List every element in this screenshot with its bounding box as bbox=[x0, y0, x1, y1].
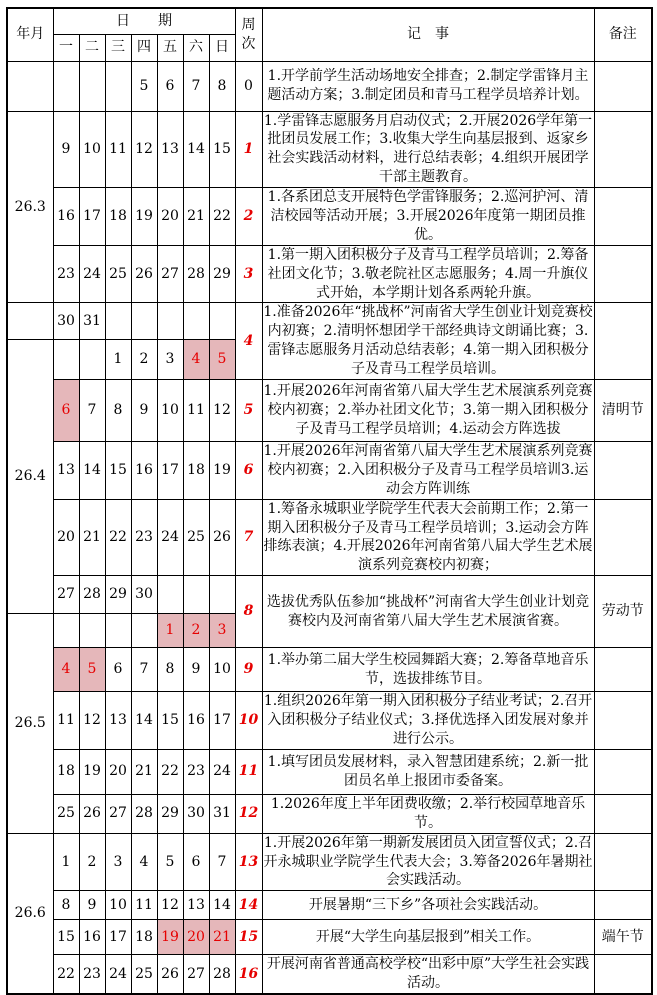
date-cell bbox=[209, 303, 235, 340]
calendar-row bbox=[7, 576, 652, 614]
date-cell bbox=[131, 614, 157, 648]
date-cell: 3 bbox=[105, 833, 131, 891]
calendar-row bbox=[7, 920, 652, 955]
header-year-month: 年月 bbox=[7, 8, 53, 61]
date-cell: 30 bbox=[183, 794, 209, 833]
year-month-cell: 26.3 bbox=[7, 111, 53, 303]
date-cell: 29 bbox=[105, 576, 131, 614]
date-cell: 13 bbox=[157, 111, 183, 188]
date-cell: 21 bbox=[131, 749, 157, 794]
date-cell: 26 bbox=[157, 955, 183, 994]
date-cell: 5 bbox=[157, 833, 183, 891]
date-cell: 9 bbox=[53, 111, 79, 188]
date-cell: 20 bbox=[53, 499, 79, 576]
week-number-cell: 12 bbox=[235, 794, 262, 833]
calendar-row bbox=[7, 441, 652, 499]
date-cell: 20 bbox=[105, 749, 131, 794]
date-cell-holiday: 3 bbox=[209, 614, 235, 648]
date-cell: 19 bbox=[79, 749, 105, 794]
remark-cell bbox=[594, 955, 652, 994]
date-cell: 13 bbox=[105, 692, 131, 750]
notes-cell: 1.开学前学生活动场地安全排查；2.制定学雷锋月主题活动方案；3.制定团员和青马工程学员培养计划。 bbox=[262, 61, 594, 111]
date-cell: 29 bbox=[157, 794, 183, 833]
date-cell: 12 bbox=[79, 692, 105, 750]
date-cell-holiday: 21 bbox=[209, 920, 235, 955]
header-day-mon: 一 bbox=[53, 34, 79, 61]
date-cell: 12 bbox=[209, 379, 235, 441]
date-cell: 16 bbox=[131, 441, 157, 499]
notes-cell: 1.学雷锋志愿服务月启动仪式；2.开展2026学年第一批团员发展工作；3.收集大学生向基层报到、返家乡社会实践活动材料，进行总结表彰；4.组织开展团学干部主题教育。 bbox=[262, 111, 594, 188]
date-cell bbox=[79, 340, 105, 380]
notes-cell: 1.第一期入团积极分子及青马工程学员培训；2.筹备社团文化节；3.敬老院社区志愿服务；4.周一升旗仪式开始，本学期计划各系两轮升旗。 bbox=[262, 245, 594, 303]
date-cell: 23 bbox=[53, 245, 79, 303]
notes-cell: 1.举办第二届大学生校园舞蹈大赛；2.筹备草地音乐节，选拔排练节目。 bbox=[262, 648, 594, 692]
date-cell: 30 bbox=[53, 303, 79, 340]
date-cell: 9 bbox=[79, 891, 105, 920]
date-cell: 31 bbox=[79, 303, 105, 340]
date-cell-holiday: 5 bbox=[79, 648, 105, 692]
remark-cell bbox=[594, 692, 652, 750]
week-number-cell: 0 bbox=[235, 61, 262, 111]
header-day-fri: 五 bbox=[157, 34, 183, 61]
week-number-cell: 11 bbox=[235, 749, 262, 794]
date-cell: 25 bbox=[53, 794, 79, 833]
date-cell: 10 bbox=[105, 891, 131, 920]
remark-cell: 清明节 bbox=[594, 379, 652, 441]
date-cell: 15 bbox=[105, 441, 131, 499]
calendar-row bbox=[7, 499, 652, 576]
date-cell: 16 bbox=[79, 920, 105, 955]
remark-cell bbox=[594, 245, 652, 303]
notes-cell: 1.组织2026年第一期入团积极分子结业考试；2.召开入团积极分子结业仪式；3.择优选择入团发展对象并进行公示。 bbox=[262, 692, 594, 750]
notes-cell: 1.开展2026年河南省第八届大学生艺术展演系列竞赛校内初赛；2.举办社团文化节；3.第一期入团积极分子及青马工程学员培训；4.运动会方阵选拔 bbox=[262, 379, 594, 441]
calendar-row bbox=[7, 749, 652, 794]
date-cell: 2 bbox=[131, 340, 157, 380]
year-month-cell: 26.4 bbox=[7, 340, 53, 614]
date-cell: 17 bbox=[79, 188, 105, 246]
calendar-row bbox=[7, 692, 652, 750]
remark-cell bbox=[594, 303, 652, 380]
calendar-row bbox=[7, 188, 652, 246]
date-cell bbox=[79, 61, 105, 111]
calendar-row bbox=[7, 111, 652, 188]
date-cell: 7 bbox=[79, 379, 105, 441]
date-cell: 19 bbox=[209, 441, 235, 499]
week-number-cell: 6 bbox=[235, 441, 262, 499]
date-cell: 14 bbox=[131, 692, 157, 750]
date-cell: 1 bbox=[105, 340, 131, 380]
date-cell bbox=[183, 576, 209, 614]
date-cell: 28 bbox=[131, 794, 157, 833]
notes-cell: 开展暑期“三下乡”各项社会实践活动。 bbox=[262, 891, 594, 920]
remark-cell bbox=[594, 749, 652, 794]
date-cell: 14 bbox=[79, 441, 105, 499]
header-day-wed: 三 bbox=[105, 34, 131, 61]
remark-cell: 劳动节 bbox=[594, 576, 652, 648]
date-cell: 26 bbox=[79, 794, 105, 833]
date-cell: 15 bbox=[53, 920, 79, 955]
date-cell: 6 bbox=[183, 833, 209, 891]
year-month-cell bbox=[7, 303, 53, 340]
calendar-body bbox=[7, 61, 652, 994]
header-week-number: 周次 bbox=[235, 8, 262, 61]
calendar-row bbox=[7, 891, 652, 920]
week-number-cell: 4 bbox=[235, 303, 262, 380]
date-cell: 28 bbox=[183, 245, 209, 303]
date-cell: 23 bbox=[131, 499, 157, 576]
date-cell: 27 bbox=[157, 245, 183, 303]
date-cell: 17 bbox=[157, 441, 183, 499]
date-cell bbox=[53, 340, 79, 380]
remark-cell bbox=[594, 441, 652, 499]
remark-cell bbox=[594, 188, 652, 246]
date-cell: 22 bbox=[105, 499, 131, 576]
date-cell: 18 bbox=[53, 749, 79, 794]
week-number-cell: 3 bbox=[235, 245, 262, 303]
calendar-table bbox=[6, 7, 653, 995]
week-number-cell: 13 bbox=[235, 833, 262, 891]
header-day-tue: 二 bbox=[79, 34, 105, 61]
notes-cell: 开展河南省普通高校学校“出彩中原”大学生社会实践活动。 bbox=[262, 955, 594, 994]
calendar-row bbox=[7, 303, 652, 340]
date-cell bbox=[105, 61, 131, 111]
date-cell-holiday: 5 bbox=[209, 340, 235, 380]
date-cell: 29 bbox=[209, 245, 235, 303]
header-notes: 记事 bbox=[262, 8, 594, 61]
year-month-cell bbox=[7, 61, 53, 111]
date-cell-holiday: 19 bbox=[157, 920, 183, 955]
date-cell: 12 bbox=[131, 111, 157, 188]
date-cell: 17 bbox=[105, 920, 131, 955]
header-remark: 备注 bbox=[594, 8, 652, 61]
date-cell: 24 bbox=[79, 245, 105, 303]
date-cell: 24 bbox=[157, 499, 183, 576]
date-cell: 19 bbox=[131, 188, 157, 246]
date-cell: 17 bbox=[209, 692, 235, 750]
date-cell: 18 bbox=[183, 441, 209, 499]
date-cell: 10 bbox=[79, 111, 105, 188]
date-cell: 7 bbox=[183, 61, 209, 111]
week-number-cell: 2 bbox=[235, 188, 262, 246]
date-cell: 22 bbox=[157, 749, 183, 794]
calendar-header bbox=[7, 8, 652, 61]
date-cell bbox=[183, 303, 209, 340]
notes-cell: 开展“大学生向基层报到”相关工作。 bbox=[262, 920, 594, 955]
date-cell bbox=[157, 303, 183, 340]
calendar-row bbox=[7, 833, 652, 891]
date-cell-holiday: 20 bbox=[183, 920, 209, 955]
calendar-row bbox=[7, 794, 652, 833]
remark-cell bbox=[594, 794, 652, 833]
calendar-row bbox=[7, 245, 652, 303]
date-cell: 31 bbox=[209, 794, 235, 833]
date-cell: 23 bbox=[79, 955, 105, 994]
date-cell: 27 bbox=[183, 955, 209, 994]
date-cell: 5 bbox=[131, 61, 157, 111]
date-cell: 14 bbox=[183, 111, 209, 188]
date-cell: 13 bbox=[53, 441, 79, 499]
date-cell: 1 bbox=[53, 833, 79, 891]
date-cell: 11 bbox=[105, 111, 131, 188]
date-cell: 16 bbox=[183, 692, 209, 750]
date-cell: 8 bbox=[209, 61, 235, 111]
date-cell: 21 bbox=[183, 188, 209, 246]
date-cell: 4 bbox=[131, 833, 157, 891]
header-date-group: 日期 bbox=[53, 8, 235, 34]
date-cell-holiday: 4 bbox=[53, 648, 79, 692]
date-cell: 18 bbox=[131, 920, 157, 955]
date-cell-holiday: 2 bbox=[183, 614, 209, 648]
remark-cell bbox=[594, 891, 652, 920]
remark-cell bbox=[594, 111, 652, 188]
date-cell: 9 bbox=[183, 648, 209, 692]
date-cell: 13 bbox=[183, 891, 209, 920]
date-cell bbox=[157, 576, 183, 614]
date-cell-holiday: 6 bbox=[53, 379, 79, 441]
date-cell: 27 bbox=[105, 794, 131, 833]
date-cell: 12 bbox=[157, 891, 183, 920]
date-cell: 22 bbox=[53, 955, 79, 994]
week-number-cell: 5 bbox=[235, 379, 262, 441]
week-number-cell: 14 bbox=[235, 891, 262, 920]
date-cell bbox=[79, 614, 105, 648]
week-number-cell: 10 bbox=[235, 692, 262, 750]
date-cell bbox=[209, 576, 235, 614]
notes-cell: 1.各系团总支开展特色学雷锋服务；2.巡河护河、清洁校园等活动开展；3.开展2026年度第一期团员推优。 bbox=[262, 188, 594, 246]
date-cell: 8 bbox=[53, 891, 79, 920]
week-number-cell: 9 bbox=[235, 648, 262, 692]
week-number-cell: 1 bbox=[235, 111, 262, 188]
date-cell bbox=[53, 614, 79, 648]
date-cell: 22 bbox=[209, 188, 235, 246]
date-cell: 15 bbox=[157, 692, 183, 750]
date-cell: 10 bbox=[157, 379, 183, 441]
date-cell bbox=[131, 303, 157, 340]
date-cell: 25 bbox=[183, 499, 209, 576]
date-cell: 16 bbox=[53, 188, 79, 246]
remark-cell bbox=[594, 648, 652, 692]
notes-cell: 1.准备2026年“挑战杯”河南省大学生创业计划竞赛校内初赛；2.清明怀想团学干部经典诗文朗诵比赛；3.雷锋志愿服务月活动总结表彰；4.第一期入团积极分子及青马工程学员培训。 bbox=[262, 303, 594, 380]
date-cell: 11 bbox=[183, 379, 209, 441]
notes-cell: 1.开展2026年河南省第八届大学生艺术展演系列竞赛校内初赛；2.入团积极分子及青马工程学员培训3.运动会方阵训练 bbox=[262, 441, 594, 499]
date-cell: 25 bbox=[105, 245, 131, 303]
week-number-cell: 15 bbox=[235, 920, 262, 955]
date-cell: 11 bbox=[131, 891, 157, 920]
date-cell: 7 bbox=[209, 833, 235, 891]
calendar-row bbox=[7, 955, 652, 994]
notes-cell: 1.开展2026年第一期新发展团员入团宣誓仪式；2.召开永城职业学院学生代表大会；3.筹备2026年暑期社会实践活动。 bbox=[262, 833, 594, 891]
calendar-row bbox=[7, 379, 652, 441]
notes-cell: 1.填写团员发展材料，录入智慧团建系统；2.新一批团员名单上报团市委备案。 bbox=[262, 749, 594, 794]
year-month-cell: 26.5 bbox=[7, 614, 53, 833]
date-cell: 24 bbox=[209, 749, 235, 794]
notes-cell: 1.2026年度上半年团费收缴；2.举行校园草地音乐节。 bbox=[262, 794, 594, 833]
week-number-cell: 7 bbox=[235, 499, 262, 576]
notes-cell: 选拔优秀队伍参加“挑战杯”河南省大学生创业计划竞赛校内及河南省第八届大学生艺术展演省赛。 bbox=[262, 576, 594, 648]
date-cell-holiday: 1 bbox=[157, 614, 183, 648]
calendar-row bbox=[7, 61, 652, 111]
date-cell: 8 bbox=[157, 648, 183, 692]
date-cell: 7 bbox=[131, 648, 157, 692]
remark-cell bbox=[594, 61, 652, 111]
date-cell: 28 bbox=[209, 955, 235, 994]
date-cell: 6 bbox=[105, 648, 131, 692]
date-cell-holiday: 4 bbox=[183, 340, 209, 380]
date-cell: 24 bbox=[105, 955, 131, 994]
date-cell: 8 bbox=[105, 379, 131, 441]
week-number-cell: 8 bbox=[235, 576, 262, 648]
remark-cell: 端午节 bbox=[594, 920, 652, 955]
date-cell: 26 bbox=[131, 245, 157, 303]
date-cell bbox=[105, 614, 131, 648]
date-cell: 6 bbox=[157, 61, 183, 111]
date-cell: 10 bbox=[209, 648, 235, 692]
date-cell: 28 bbox=[79, 576, 105, 614]
calendar-row bbox=[7, 648, 652, 692]
notes-cell: 1.筹备永城职业学院学生代表大会前期工作；2.第一期入团积极分子及青马工程学员培训；3.运动会方阵排练表演；4.开展2026年河南省第八届大学生艺术展演系列竞赛校内初赛； bbox=[262, 499, 594, 576]
date-cell: 23 bbox=[183, 749, 209, 794]
date-cell: 9 bbox=[131, 379, 157, 441]
date-cell: 2 bbox=[79, 833, 105, 891]
date-cell: 11 bbox=[53, 692, 79, 750]
date-cell: 21 bbox=[79, 499, 105, 576]
date-cell: 15 bbox=[209, 111, 235, 188]
remark-cell bbox=[594, 499, 652, 576]
header-day-sat: 六 bbox=[183, 34, 209, 61]
header-day-thu: 四 bbox=[131, 34, 157, 61]
date-cell: 25 bbox=[131, 955, 157, 994]
date-cell bbox=[53, 61, 79, 111]
date-cell: 30 bbox=[131, 576, 157, 614]
date-cell: 14 bbox=[209, 891, 235, 920]
date-cell: 3 bbox=[157, 340, 183, 380]
date-cell: 27 bbox=[53, 576, 79, 614]
date-cell: 20 bbox=[157, 188, 183, 246]
date-cell: 26 bbox=[209, 499, 235, 576]
year-month-cell: 26.6 bbox=[7, 833, 53, 994]
date-cell bbox=[105, 303, 131, 340]
remark-cell bbox=[594, 833, 652, 891]
date-cell: 18 bbox=[105, 188, 131, 246]
header-day-sun: 日 bbox=[209, 34, 235, 61]
week-number-cell: 16 bbox=[235, 955, 262, 994]
